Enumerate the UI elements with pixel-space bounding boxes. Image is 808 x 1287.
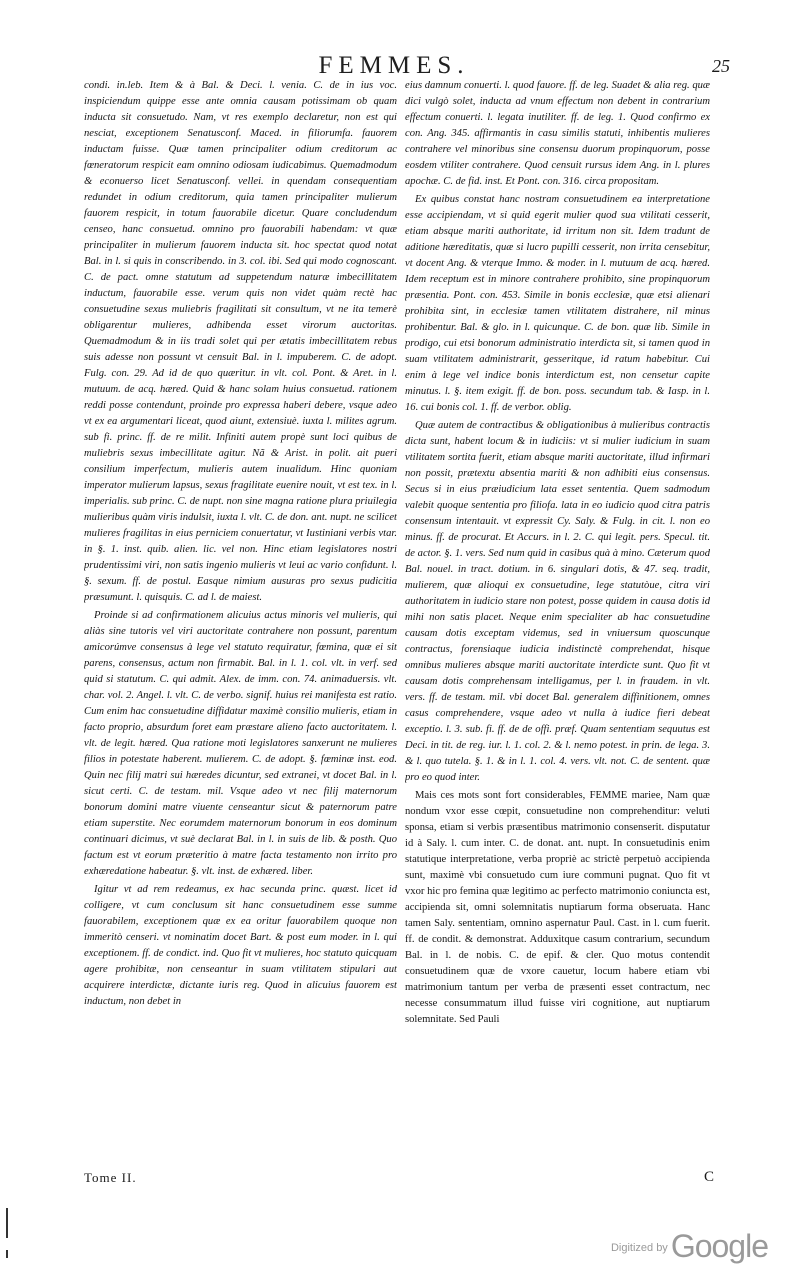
digitized-watermark (611, 1228, 768, 1265)
running-head: FEMMES. (318, 52, 470, 79)
page-header (70, 50, 730, 80)
watermark-prefix: Digitized by (610, 1242, 668, 1254)
google-logo: Google (670, 1228, 768, 1264)
binding-edge-mark (6, 1208, 8, 1238)
paragraph: Quæ autem de contractibus & obligationibus à mulieribus contractis dicta sunt, habent locum & in iudiciis: vt si mulier iudicium in suam vtilitatem sortita fuerit, etiam absque mariti auctoritate, illud infirmari non possit, prætextu absentia mariti & non adhibiti eius consensus. Secus si in eius præiudicium lata esset sententia. Quem sadmodum valebit quoque sententia pro filiofa. lata in eo iudicio quod citra patris consensum intentauit. vt expressit Cy. Saly. & Fulg. in cit. l. non eo minus. ff. de procurat. Et Accurs. in l. 2. C. qui legit. pers. Specul. tit. de actor. §. 1. vers. Sed num quid in casibus quà à mino. Cæterum quod Bal. nouel. in tract. dotium. in 6. singulari dotis, & 47. seq. tradit, mulierem, quæ alioqui ex consuetudine, lege statutòue, citra viri authoritatem in iudicio stare non potest, posse quidem in causa dotis id mihi non satis placet. Neque enim specialiter ab hac consuetudine causam dotis exceptam videmus, sed in vniuersum quoscunque contractus, forensiaque iudicia indistinctè comprehendat, hisque omnibus mulieres absque mariti auctoritate interdicte sunt. Quo fit vt causam dotis comprehensam intelligamus, per l. in fraudem. in vlt. vers. ff. de testam. mil. vbi docet Bal. generalem diffinitionem, omnes casus comprehendere, vsque adeo vt nulla à iudice fieri debeat exceptio. l. 3. sub. fi. ff. de de offi. præf. Quam sententiam sequutus est Deci. in tit. de reg. iur. l. 1. col. 2. & l. nemo potest. in prin. de lega. 3. & l. quo tutela. §. 1. & in l. 1. col. 4. vers. vlt. not. C. de sentent. quæ pro eo quod inter. (405, 420, 710, 783)
page-footer (84, 1170, 714, 1190)
page-number: 25 (712, 56, 730, 76)
right-column (405, 78, 710, 1168)
paragraph: Proinde si ad confirmationem alicuius actus minoris vel mulieris, qui aliàs sine tutoris vel viri auctoritate contrahere non possunt, parentum amicorúmve consensus à lege vel statuto requiratur, fœmina, quæ ei sit parens, consensus, actum non firmabit. Bal. in l. 1. col. vlt. in verf. sed quid si statutum. C. qui admit. Alex. de imm. con. 74. animaduersis. vlt. char. vol. 2. Angel. l. vlt. C. de verbo. signif. huius rei manifesta est ratio. Cum enim hac consuetudine diffidatur maximè consilio mulieris, etiam in facto proprio, absurdum foret eam præstare alieno facto auctoritatem. l. vlt. de legit. hæred. Qua ratione moti legislatores sanxerunt ne mulieres filios in potestate haberent. mulierem. C. de adopt. §. fœminæ inst. eod. Quin nec filij matri sui hæredes dicuntur, sed extranei, vt docet Bal. in l. sicut certi. C. de testam. mil. Vsque adeo vt nec filij maternorum bonorum domini matre viuente censeantur sicut & paternorum patre etiam superstite. Nec eorumdem maternorum bonorum in eos dominum continuari dicimus, vt suè declarat Bal. in l. in suis de lib. & posth. Quo factum est vt eorum præteritio à matre facta testamento non irrito pro exhæredatione habeatur. §. vlt. inst. de exhæred. liber. (84, 610, 397, 877)
paragraph: Ex quibus constat hanc nostram consuetudinem ea interpretatione esse accipiendam, vt si quid egerit mulier quod sua vtilitati cesserit, etiam absque mariti authoritate, id irritum non sit. Idem tradunt de aditione hæreditatis, quæ si lucro pupilli cesserit, non irrita censebitur, vt docent Ang. & vterque Immo. & moder. in l. mutuum de acq. hæred. Idem receptum est in minore contrahere prohibito, sine propinquorum præsentia. Pont. con. 453. Simile in bonis ecclesiæ, quæ etsi alienari prohibita sint, in ecclesiæ tamen vtilitatem distrahere, nil minus prohibentur. Bal. & glo. in l. quicunque. C. de bon. quæ lib. Simile in prodigo, cui etsi bonorum administratio interdicta sit, si tamen quod in suam vtilitatem administrarit, gesseritque, id ratum habebitur. Cui enim à lege vel indice bonis interdictum est, non censetur capite minutus. l. §. item exigit. ff. de bon. poss. secundum tab. & Iasp. in l. 16. cui bonis col. 1. ff. de verbor. oblig. (405, 194, 710, 413)
paragraph: condi. in.leb. Item & à Bal. & Deci. l. venia. C. de in ius voc. inspiciendum quippe esse ante omnia causam potissimam ob quam inducta sit consuetudo. Nam, vt res exemplo declaretur, non est qui nesciat, exceptionem Senatusconf. Maced. in filiorumfa. fauorem inductam fuisse. Quæ tamen principaliter odium creditorum ac fœneratorum respicit eam omnino odiosam iudicabimus. Quemadmodum & econuerso licet Senatusconf. vellei. in quendam consequentiam redundet in odium creditorum, quia tamen principaliter mulierum fauorem respicit, in totum fauorabile dicetur. Quare concludendum censeo, hanc consuetud. omnino pro fauorabili habendam: vt quæ principaliter in mulierum fauorem inducta sit. hoc spectat quod notat Bal. in l. si quis in conscribendo. in 3. col. ibi. Sed qui modo cognoscant. C. de pact. omne statutum ad suppetendum naturæ imbecillitatem inductum, fauorabile esse. verum quis non videt quàm rectè hac consuetudine sexus muliebris fragilitati sit consultum, vt ne ita temerè obligarentur mulieres, adhibenda esset virorum auctoritas. Quemadmodum & in iis tradi solet qui per ætatis imbecillitatem rebus suis adesse non possunt vt censuit Bal. in l. impuberem. C. de adopt. Fulg. con. 29. Ad id de quo quæritur. in vlt. col. Pont. & Aret. in l. mutuum. de acq. hæred. Quid & hanc solam huius consuetud. rationem reddi posse contendunt, proinde pro expressa haberi debere, vsque adeo vt ex ea argumentari liceat, quod aiunt, extensiuè. iuxta l. milites agrum. sub fi. princ. ff. de re milit. Infiniti autem propè sunt loci quibus de muliebris sexus imbecillitate agitur. Nã & Arist. in polit. ait pueri consilium imperfectum, mulieris autem inualidum. Hinc quoniam imperator mulierum lapsus, sexus fragilitate euenire nouit, vt est tex. in l. imperialis. sub princ. C. de nupt. non sine magna ratione plura priuilegia mulieribus quàm viris indulsit, iuxta l. vlt. C. de don. ant. nupt. ne scilicet mulieres fragilitas in eius perniciem conuertatur, vt Iustiniani verbis vtar. in §. 1. inst. quib. alien. lic. vel non. Hinc etiam legislatores nostri prudentissimi viri, non satis ingenio mulieris vt leui ac vario confidunt. l. §. sexum. ff. de postul. Easque nimium ausuras pro sexus pudicitia præsumunt. l. quisquis. C. ad l. de maiest. (84, 80, 397, 603)
paragraph: Mais ces mots sont fort considerables, FEMME mariee, Nam quæ nondum vxor esse cœpit, consuetudine non comprehenditur: veluti sponsa, etiam si verbis præsentibus matrimonio consenserit. disputatur id à Saly. l. cum inter. C. de donat. ant. nupt. In consuetudinis enim statutique interpretatione, verba propriè ac strictè perpetuò accipienda sunt, maximè vbi consuetudo cum iure communi pugnat. Quo fit vt vxor hic pro femina quæ legitimo ac perfecto matrimonio coniuncta est, accipienda sit, omni solemnitatis nuptiarum forma obseruata. Hanc tamen Saly. sententiam, omnino aspernatur Paul. Cast. in l. cum fuerit. ff. de condit. & demonstrat. Adduxitque casum contrarium, secundum Bal. in l. de nobis. C. de epif. & cler. Quo motus contendit consuetudinem quæ de vxore cauetur, locum habere etiam vbi matrimonium tantum per verba de præsenti esset contractum, nec necesse consummatum illud fuisse viri cognitione, aut nuptiarum solemnitate. Sed Pauli (405, 790, 710, 1025)
signature-mark: C (703, 1169, 714, 1185)
paragraph: eius damnum conuerti. l. quod fauore. ff. de leg. Suadet & alia reg. quæ dici vulgò solet, inducta ad vnum effectum non debent in contrarium effectum conuerti. l. legata inutiliter. ff. de leg. 1. Quod confirmo ex con. Ang. 345. affirmantis in casu similis statuti, inhibentis mulieres contrahere vel minoribus sine consensu duorum propinquorum, posse eosdem vtiliter contrahere. Quod censuit rursus idem Ang. in l. plures apochæ. C. de fid. inst. Et Pont. con. 316. circa propositam. (405, 80, 710, 187)
volume-label: Tome II. (84, 1170, 137, 1185)
paragraph: Igitur vt ad rem redeamus, ex hac secunda princ. quæst. licet id colligere, vt cum conclusum sit hanc consuetudinem esse summe fauorabilem, exceptionem quæ ex ea oritur fauorabilem quoque non immeritò censeri. vt nominatim docet Bart. & post eum moder. in l. qui exceptionem. ff. de condict. ind. Quo fit vt mulieres, hoc statuto quicquam agere prohibitæ, non censeantur in suam vtilitatem stipulari aut acquirere interdictæ, dictante iuris reg. Quod in alicuius fauorem est inductum, non debet in (84, 884, 397, 1007)
left-column (84, 78, 397, 1168)
binding-edge-mark (6, 1250, 8, 1258)
